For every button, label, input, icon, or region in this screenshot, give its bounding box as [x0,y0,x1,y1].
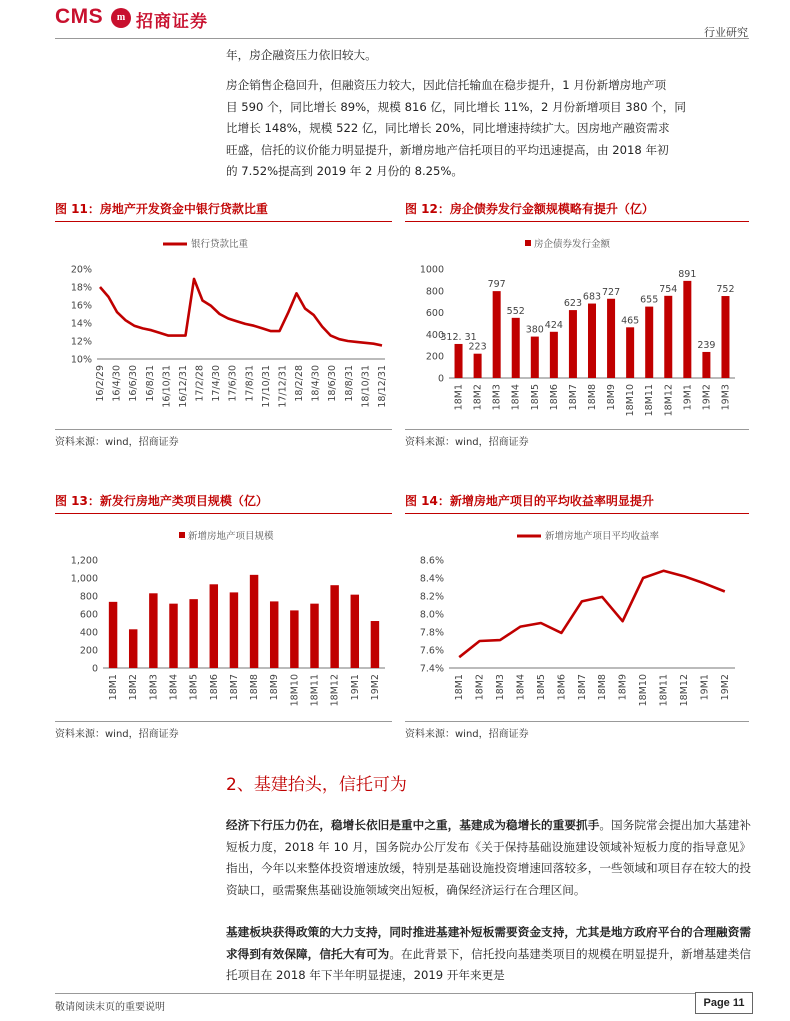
paragraph-trust-funding [226,75,751,183]
x-tick-label: 18M5 [188,674,200,701]
figure-12-title: 图 12：房企债券发行金额规模略有提升（亿） [405,202,654,216]
paragraph-intro-tail: 年，房企融资压力依旧较大。 [226,48,377,62]
data-label: 552 [506,305,525,317]
y-tick-label: 1000 [419,264,444,276]
figure-12-source: 资料来源：wind，招商证券 [405,437,529,448]
data-label: 655 [640,294,659,306]
x-tick-label: 17/2/28 [194,365,206,402]
figure-11-title: 图 11：房地产开发资金中银行贷款比重 [55,202,268,216]
x-tick-label: 18/10/31 [360,365,372,408]
x-tick-label: 19M1 [349,674,361,701]
legend-label: 银行贷款比重 [191,239,249,250]
series-line [459,571,725,657]
y-tick-label: 400 [79,627,98,639]
x-tick-label: 18M9 [617,674,629,701]
x-tick-label: 18M5 [535,674,547,701]
data-label: 465 [621,315,640,327]
x-tick-label: 18M10 [625,384,637,417]
y-tick-label: 7.8% [419,627,444,639]
x-tick-label: 18M4 [168,674,180,701]
bar [455,344,463,378]
x-tick-label: 18/2/28 [294,365,306,402]
bar [270,601,278,668]
x-tick-label: 18M1 [108,674,120,701]
x-tick-label: 18M1 [453,384,465,411]
y-tick-label: 0 [91,663,98,675]
paragraph-infrastructure [226,815,751,901]
page-number: Page 11 [695,992,753,1014]
bar [588,304,596,378]
report-category: 行业研究 [704,26,748,39]
y-tick-label: 20% [70,264,92,276]
x-tick-label: 19M3 [720,384,732,411]
bar [250,575,258,668]
figure-13-source: 资料来源：wind，招商证券 [55,729,179,740]
paragraph-lead-bold: 基建板块获得政策的大力支持，同时推进基建补短板需要资金支持，尤其是地方政府平台的合理融资需求得到有效保障，信托大有可为 [226,925,751,961]
logo-icon: m [111,8,131,28]
y-tick-label: 1,000 [70,573,98,585]
bar [664,296,672,378]
x-tick-label: 16/6/30 [128,365,140,402]
x-tick-label: 18M12 [663,384,675,417]
x-tick-label: 18M10 [638,674,650,707]
x-tick-label: 18M7 [567,384,579,411]
x-tick-label: 18M12 [678,674,690,707]
x-tick-label: 17/6/30 [227,365,239,402]
figure-14-bottom-rule [405,721,749,722]
legend-label: 新增房地产项目规模 [188,531,274,542]
y-tick-label: 10% [70,354,92,366]
paragraph-policy-support [226,922,751,987]
bar [550,332,558,378]
legend-swatch [179,532,185,538]
figure-12-rule [405,221,749,222]
x-tick-label: 16/10/31 [161,365,173,408]
data-label: 891 [678,268,697,280]
x-tick-label: 18M9 [606,384,618,411]
bar [210,584,218,668]
y-tick-label: 8.2% [419,591,444,603]
bar [702,352,710,378]
y-tick-label: 600 [425,308,444,320]
figure-14-rule [405,513,749,514]
bar [371,621,379,668]
x-tick-label: 18M11 [644,384,656,417]
y-tick-label: 0 [437,373,444,385]
legend-label: 房企债券发行金额 [534,239,611,250]
y-tick-label: 8.6% [419,555,444,567]
footer-divider [55,993,749,994]
y-tick-label: 600 [79,609,98,621]
data-label: 727 [601,286,621,298]
bar [607,299,615,378]
x-tick-label: 18M3 [148,674,160,701]
bar [721,296,729,378]
series-line [100,279,382,346]
x-tick-label: 17/10/31 [260,365,272,408]
x-tick-label: 18M3 [495,674,507,701]
x-tick-label: 18M11 [658,674,670,707]
logo-text: CMS [55,5,104,28]
logo-chinese: 招商证券 [136,12,208,32]
data-label: 683 [582,291,602,303]
x-tick-label: 18M8 [587,384,598,411]
header-divider [55,38,749,39]
y-tick-label: 400 [425,329,444,341]
x-tick-label: 18/6/30 [327,365,339,402]
y-tick-label: 800 [79,591,98,603]
y-tick-label: 8.0% [419,609,444,621]
paragraph-line: 目 590 个，同比增长 89%，规模 816 亿，同比增长 11%，2 月份新增项目 380 个，同 [226,99,686,114]
x-tick-label: 18M10 [289,674,301,707]
x-tick-label: 18M8 [249,674,261,701]
y-tick-label: 7.6% [419,645,444,657]
x-tick-label: 18M12 [329,674,341,707]
data-label: 312. 31 [440,331,477,343]
paragraph-line: 旺盛，信托的议价能力明显提升，新增房地产信托项目的平均迅速提高，由 2018 年初 [226,142,669,157]
bar [531,337,539,378]
x-tick-label: 18M5 [529,384,541,411]
x-tick-label: 18M2 [128,674,140,701]
y-tick-label: 12% [70,336,92,348]
bar [512,318,520,378]
figure-11-rule [55,221,392,222]
bar [129,629,137,668]
data-label: 752 [716,284,735,296]
figure-13-title: 图 13：新发行房地产类项目规模（亿） [55,494,268,508]
bar [310,604,318,668]
paragraph-line: 比增长 148%，规模 522 亿，同比增长 20%，同比增速持续扩大。因房地产融资需求 [226,121,670,135]
footer-disclaimer: 敬请阅读末页的重要说明 [55,1002,165,1013]
bar [169,604,177,668]
figure-12-chart [405,226,749,426]
x-tick-label: 16/8/31 [144,365,156,402]
bar [230,592,238,668]
x-tick-label: 17/4/30 [211,365,223,402]
x-tick-label: 18/12/31 [377,365,388,408]
x-tick-label: 16/12/31 [177,365,189,408]
bar [569,310,577,378]
paragraph-body: 。在此背景下，信托投向基建类项目的规模在明显提升，新增基建类信托项目在 2018 年下半年明显提速，2019 开年来更是 [226,946,751,982]
y-tick-label: 16% [70,300,92,312]
data-label: 239 [697,339,716,351]
bar [109,602,117,668]
figure-13-chart [55,518,392,718]
y-tick-label: 200 [425,351,444,363]
section-title: 2、基建抬头，信托可为 [226,775,407,795]
y-tick-label: 14% [70,318,92,330]
data-label: 380 [525,324,544,336]
x-tick-label: 19M2 [369,674,381,701]
data-label: 223 [468,341,487,353]
y-tick-label: 8.4% [419,573,444,585]
y-tick-label: 200 [79,645,98,657]
x-tick-label: 18M7 [576,674,588,701]
x-tick-label: 19M2 [701,384,713,411]
paragraph-body: 。国务院常会提出加大基建补短板力度，2018 年 10 月，国务院办公厅发布《关于保持基础设施建设领域补短板力度的指导意见》指出，今年以来整体投资增速放缓，特别是基础设施投资增速回落较多，一些领域和项目存在较大的投资缺口，亟需聚焦基础设施领域突出短板，确保经济运行在合理区间。 [226,818,751,897]
x-tick-label: 18M11 [309,674,321,707]
bar [626,327,634,378]
figure-14-title: 图 14：新增房地产项目的平均收益率明显提升 [405,494,654,508]
figure-11-bottom-rule [55,429,392,430]
x-tick-label: 18M4 [515,674,527,701]
x-tick-label: 18M7 [228,674,240,701]
figure-12-bottom-rule [405,429,749,430]
bar [474,354,482,378]
y-tick-label: 18% [70,282,92,294]
x-tick-label: 16/4/30 [111,365,123,402]
bar [645,307,653,378]
figure-14-source: 资料来源：wind，招商证券 [405,729,529,740]
bar [683,281,691,378]
x-tick-label: 18M6 [548,384,560,411]
paragraph-lead-bold: 经济下行压力仍在，稳增长依旧是重中之重，基建成为稳增长的重要抓手 [226,818,600,832]
data-label: 424 [544,319,563,331]
figure-11-chart [55,226,392,426]
x-tick-label: 17/8/31 [244,365,256,402]
x-tick-label: 17/12/31 [277,365,289,408]
data-label: 754 [659,283,678,295]
figure-13-bottom-rule [55,721,392,722]
bar [493,291,501,378]
figure-14-chart [405,518,749,718]
y-tick-label: 800 [425,286,444,298]
legend-label: 新增房地产项目平均收益率 [545,531,660,542]
x-tick-label: 18M6 [556,674,568,701]
x-tick-label: 18M3 [491,384,503,411]
paragraph-line: 房企销售企稳回升，但融资压力较大，因此信托输血在稳步提升，1 月份新增房地产项 [226,78,667,92]
x-tick-label: 18M8 [597,674,609,701]
bar [290,610,298,668]
paragraph-line: 的 7.52%提高到 2019 年 2 月份的 8.25%。 [226,164,463,178]
y-tick-label: 1,200 [70,555,98,567]
x-tick-label: 18M1 [454,674,466,701]
x-tick-label: 19M2 [719,674,731,701]
x-tick-label: 18M2 [472,384,484,411]
bar [351,595,359,668]
figure-13-rule [55,513,392,514]
bar [149,593,157,668]
bar [330,585,338,668]
data-label: 623 [563,298,583,310]
x-tick-label: 18M4 [510,384,522,411]
y-tick-label: 7.4% [419,663,444,675]
x-tick-label: 19M1 [682,384,694,411]
data-label: 797 [487,279,506,291]
x-tick-label: 18/4/30 [310,365,322,402]
x-tick-label: 16/2/29 [95,365,106,402]
x-tick-label: 18/8/31 [343,365,355,402]
legend-swatch [525,240,531,246]
x-tick-label: 18M6 [208,674,220,701]
figure-11-source: 资料来源：wind，招商证券 [55,437,179,448]
bar [189,599,197,668]
x-tick-label: 18M2 [474,674,486,701]
x-tick-label: 18M9 [269,674,281,701]
x-tick-label: 19M1 [699,674,711,701]
